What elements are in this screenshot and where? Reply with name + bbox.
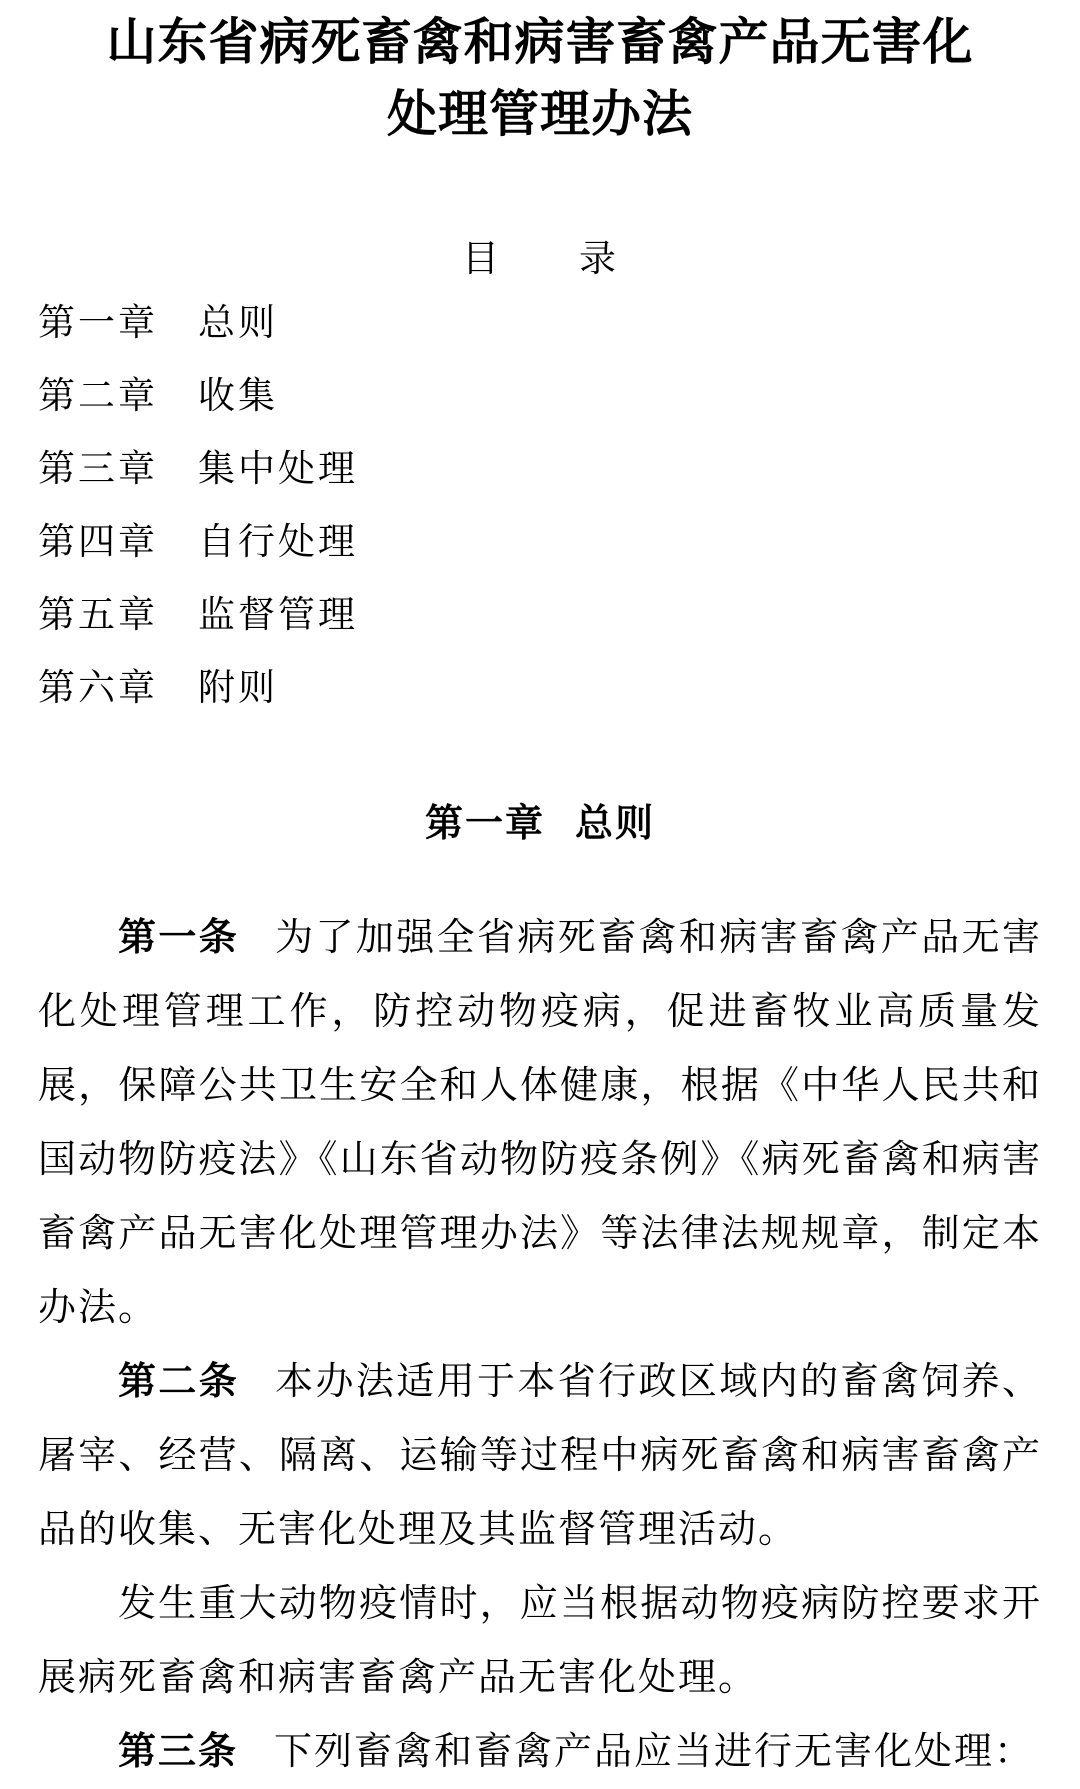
toc-item-chapter-1 [38,282,1042,355]
article-3-text: 下列畜禽和畜禽产品应当进行无害化处理： [274,1731,1035,1773]
article-2-continuation-text: 发生重大动物疫情时，应当根据动物疫病防控要求开展病死畜禽和病害畜禽产品无害化处理。 [38,1583,1042,1699]
toc-chapter-title: 收集 [198,375,278,417]
toc-item-chapter-5 [38,574,1042,647]
chapter-heading-number: 第一章 [424,803,545,845]
toc-chapter-number: 第五章 [38,594,158,636]
toc-chapter-number: 第四章 [38,521,158,563]
toc-chapter-title: 监督管理 [198,594,358,636]
toc-chapter-number: 第二章 [38,375,158,417]
toc-item-chapter-2 [38,355,1042,428]
article-2-text: 本办法适用于本省行政区域内的畜禽饲养、屠宰、经营、隔离、运输等过程中病死畜禽和病害畜禽产品的收集、无害化处理及其监督管理活动。 [38,1361,1042,1551]
toc-chapter-number: 第三章 [38,448,158,490]
chapter-1-heading [38,801,1042,847]
article-2-label: 第二条 [118,1361,240,1403]
paragraph-article-3 [38,1715,1042,1789]
document-body [38,901,1042,1789]
toc-item-chapter-3 [38,428,1042,501]
toc-chapter-number: 第一章 [38,302,158,344]
paragraph-article-1 [38,901,1042,1345]
toc-chapter-title: 附则 [198,667,278,709]
toc-item-chapter-4 [38,501,1042,574]
toc-chapter-number: 第六章 [38,667,158,709]
toc-item-chapter-6 [38,647,1042,720]
chapter-heading-name: 总则 [575,803,656,845]
toc-heading: 目 录 [462,239,618,280]
article-1-label: 第一条 [118,917,240,959]
article-3-label: 第三条 [118,1731,239,1773]
paragraph-article-2 [38,1345,1042,1567]
document-title-line-1: 山东省病死畜禽和病害畜禽产品无害化 [106,14,974,70]
article-1-text: 为了加强全省病死畜禽和病害畜禽产品无害化处理管理工作，防控动物疫病，促进畜牧业高质量发展，保障公共卫生安全和人体健康，根据《中华人民共和国动物防疫法》《山东省动物防疫条例》《病死畜禽和病害畜禽产品无害化处理管理办法》等法律法规规章，制定本办法。 [38,917,1042,1329]
toc-chapter-title: 自行处理 [198,521,358,563]
table-of-contents [38,282,1042,720]
document-title [38,0,1042,150]
toc-chapter-title: 总则 [198,302,278,344]
document-title-line-2: 处理管理办法 [387,86,693,142]
paragraph-article-2-continuation [38,1567,1042,1715]
toc-chapter-title: 集中处理 [198,448,358,490]
